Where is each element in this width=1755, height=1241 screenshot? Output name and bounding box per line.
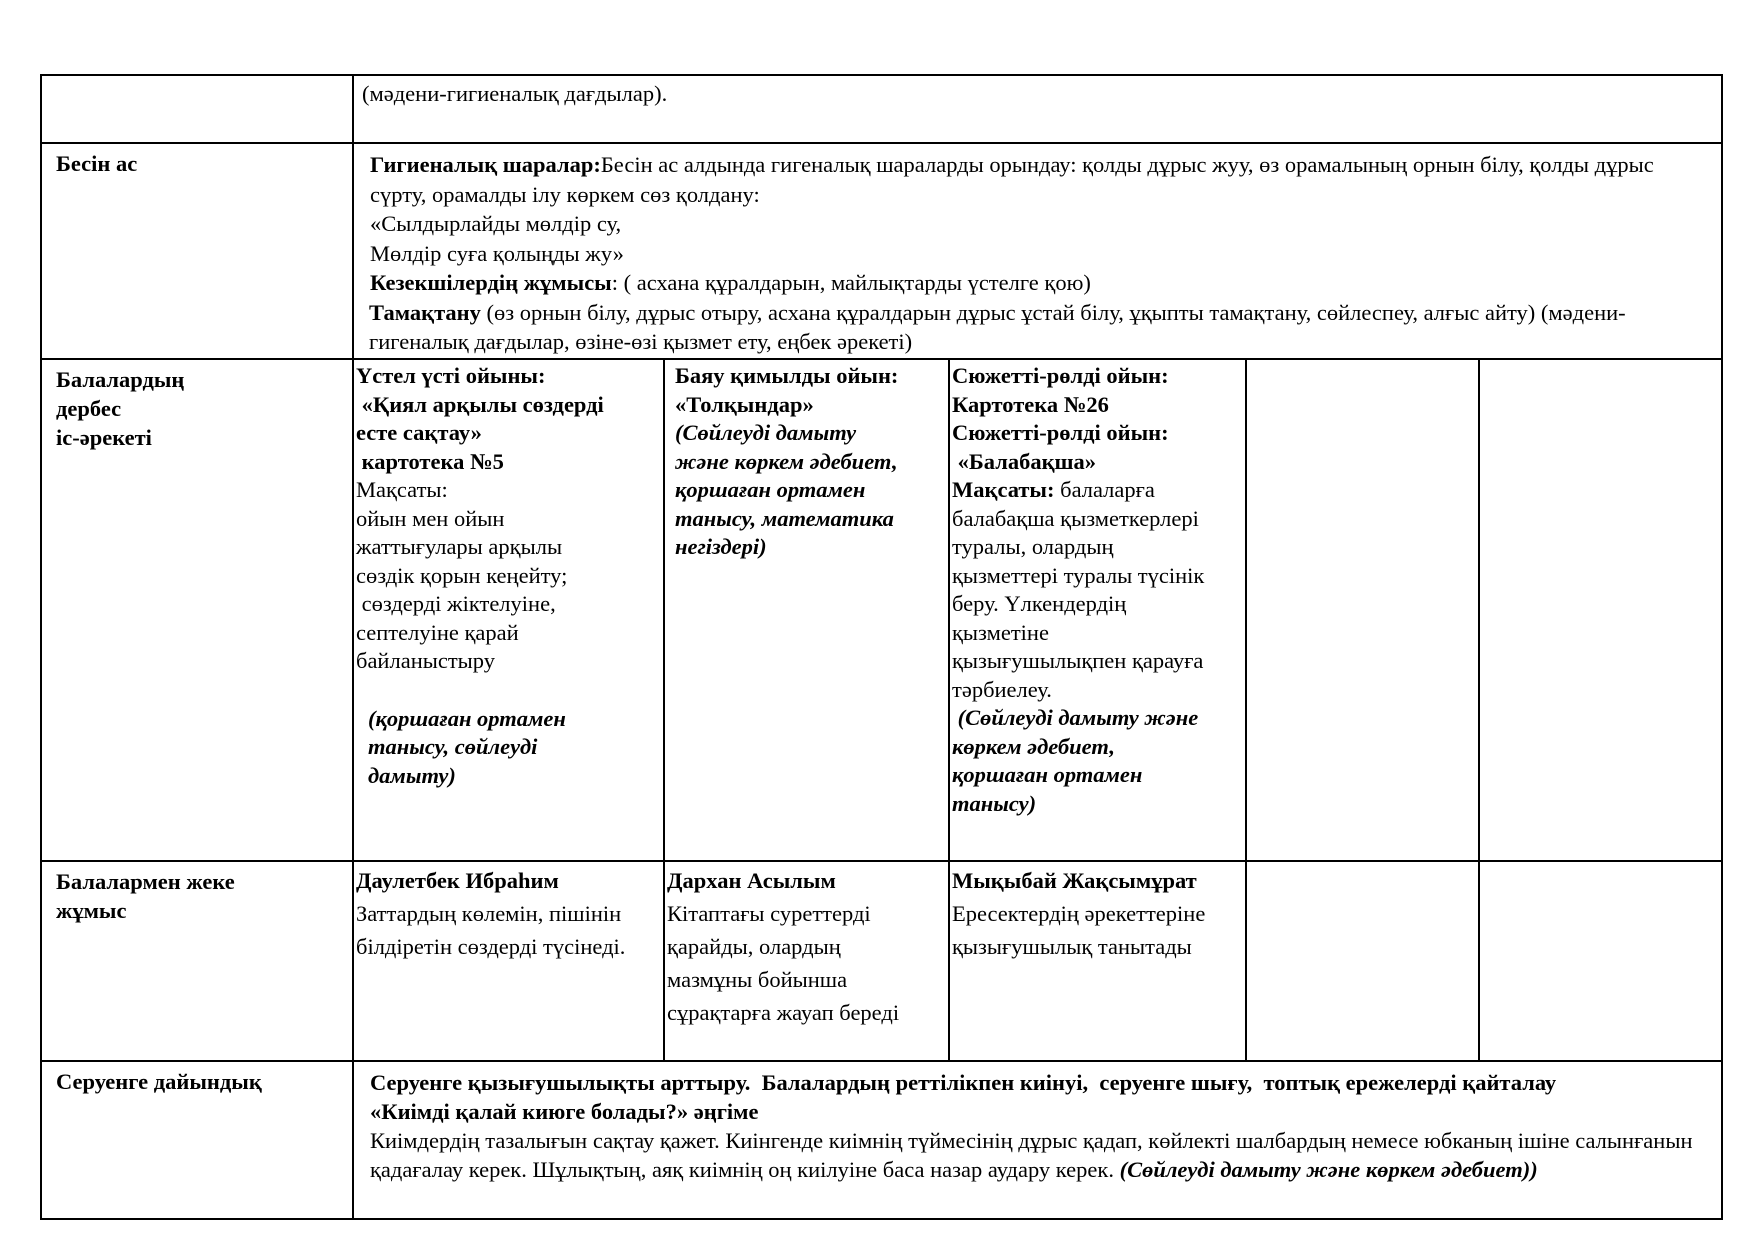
eating-paragraph bbox=[369, 298, 1705, 357]
goal-line-4: қызметтері туралы түсінік bbox=[952, 562, 1205, 588]
eating-title: Тамақтану bbox=[369, 299, 481, 325]
goal-line-6: қызметіне bbox=[952, 619, 1049, 645]
table-row-walk-preparation bbox=[41, 1061, 1722, 1219]
child-note-line-1: Заттардың көлемін, пішінін bbox=[356, 901, 622, 926]
hygiene-text: Бесін ас алдында гигеналық шараларды орындау: қолды дұрыс жуу, өз орамалының орнын білу, қолды дұрыс сүрту, орамалды ілу көркем сөз қолдану: bbox=[370, 152, 1654, 207]
area-line-3: қоршаған ортамен bbox=[675, 477, 866, 502]
daily-plan-table bbox=[40, 74, 1723, 1220]
label-line-1: Балалардың bbox=[56, 367, 185, 392]
goal-line-4: сөздерді жіктелуіне, bbox=[356, 591, 556, 616]
table-row-afternoon-snack bbox=[41, 143, 1722, 359]
empty-cell bbox=[1246, 861, 1479, 1061]
goal-line-1: ойын мен ойын bbox=[356, 505, 505, 531]
walk-paragraph bbox=[370, 1126, 1705, 1184]
game-title-1: Үстел үсті ойыны: bbox=[356, 363, 546, 388]
hygiene-paragraph bbox=[370, 150, 1705, 209]
game-title-1: Баяу қимылды ойын: bbox=[675, 363, 899, 388]
empty-cell bbox=[1246, 359, 1479, 861]
culture-hygiene-text: (мәдени-гигиеналық дағдылар). bbox=[362, 81, 668, 106]
child-note-line-2: қарайды, олардың bbox=[667, 934, 841, 959]
empty-cell bbox=[1479, 861, 1722, 1061]
area-line-1: (Сөйлеуді дамыту және bbox=[952, 705, 1199, 730]
goal-line-7: қызығушылықпен қарауға bbox=[952, 648, 1204, 673]
goal-label: Мақсаты: bbox=[356, 477, 448, 502]
poem-line-2: Мөлдір суға қолыңды жу» bbox=[370, 240, 624, 266]
game-title-3: Сюжетті-рөлді ойын: bbox=[952, 420, 1169, 445]
child-name: Мықыбай Жақсымұрат bbox=[952, 868, 1197, 893]
label-line-2: дербес bbox=[56, 396, 122, 421]
area-line-1: (Сөйлеуді дамыту bbox=[675, 420, 857, 445]
hygiene-title: Гигиеналық шаралар: bbox=[370, 152, 601, 177]
game-title-1: Сюжетті-рөлді ойын: bbox=[952, 363, 1169, 388]
row-label-empty bbox=[41, 75, 353, 143]
area-line-2: танысу, сөйлеуді bbox=[368, 734, 538, 759]
goal-line-8: тәрбиелеу. bbox=[952, 676, 1052, 702]
child-note-line-1: Ересектердің әрекеттеріне bbox=[952, 901, 1206, 926]
walk-title-line-1: Серуенге қызығушылықты арттыру. Балалардың реттілікпен киінуі, серуенге шығу, топтық ережелерді қайталау bbox=[370, 1070, 1557, 1095]
goal-line-6: байланыстыру bbox=[356, 648, 495, 673]
child-note-line-2: білдіретін сөздерді түсінеді. bbox=[356, 934, 626, 959]
child-name: Дархан Асылым bbox=[667, 868, 836, 893]
area-line-3: дамыту) bbox=[368, 762, 456, 788]
empty-cell bbox=[1479, 359, 1722, 861]
goal-line-5: септелуіне қарай bbox=[356, 619, 519, 645]
afternoon-snack-cell bbox=[353, 143, 1722, 359]
duty-paragraph bbox=[370, 268, 1705, 298]
label-line-3: іс-әрекеті bbox=[56, 425, 152, 450]
area-line-5: негіздері) bbox=[675, 534, 767, 559]
goal-first: балаларға bbox=[1054, 477, 1155, 502]
area-line-4: танысу, математика bbox=[675, 505, 894, 531]
child-name: Даулетбек Ибраһим bbox=[356, 868, 559, 893]
table-row-individual-work bbox=[41, 861, 1722, 1061]
child-note-line-3: мазмұны бойынша bbox=[667, 967, 848, 992]
activity-tabletop-game bbox=[353, 359, 664, 861]
walk-area: (Сөйлеуді дамыту және көркем әдебиет)) bbox=[1119, 1157, 1538, 1182]
child-note-line-1: Кітаптағы суреттерді bbox=[667, 901, 871, 926]
goal-line-3: сөздік қорын кеңейту; bbox=[356, 562, 568, 588]
goal-line-2: балабақша қызметкерлері bbox=[952, 505, 1199, 531]
goal-line-5: беру. Үлкендердің bbox=[952, 591, 1127, 616]
label-line-1: Балалармен жеке bbox=[56, 869, 235, 894]
child-work-1 bbox=[353, 861, 664, 1061]
row-label-walk-preparation: Серуенге дайындық bbox=[41, 1061, 353, 1219]
walk-title-line-2: «Киімді қалай киюге болады?» әңгіме bbox=[370, 1099, 759, 1124]
walk-preparation-cell bbox=[353, 1061, 1722, 1219]
goal-line-1 bbox=[952, 476, 1243, 505]
walk-text: Киімдердің тазалығын сақтау қажет. Киінгенде киімнің түймесінің дұрыс қадап, көйлекті шалбардың немесе юбканың ішіне салынғанын қадағалау керек. Шұлықтың, аяқ киімнің оң киілуіне баса назар аудару керек. bbox=[370, 1128, 1693, 1182]
document-page bbox=[40, 74, 1720, 1220]
area-line-1: (қоршаған ортамен bbox=[368, 705, 566, 731]
duty-text: : ( асхана құралдарын, майлықтарды үстелге қою) bbox=[611, 270, 1091, 295]
child-note-line-4: сұрақтарға жауап береді bbox=[667, 1000, 900, 1025]
card-number: Картотека №26 bbox=[952, 391, 1109, 417]
goal-line-3: туралы, олардың bbox=[952, 534, 1114, 559]
area-line-4: танысу) bbox=[952, 790, 1037, 816]
activity-slow-game bbox=[664, 359, 949, 861]
game-title-4: «Балабақша» bbox=[952, 448, 1097, 474]
table-row-independent-activity bbox=[41, 359, 1722, 861]
row-label-independent-activity bbox=[41, 359, 353, 861]
child-work-2 bbox=[664, 861, 949, 1061]
eating-text: (өз орнын білу, дұрыс отыру, асхана құралдарын дұрыс ұстай білу, ұқыпты тамақтану, сөйлеспеу, алғыс айту) (мәдени-гигеналық дағдылар, өзіне-өзі қызмет ету, еңбек әрекеті) bbox=[369, 299, 1626, 354]
table-row-culture-hygiene bbox=[41, 75, 1722, 143]
goal-line-2: жаттығулары арқылы bbox=[356, 534, 563, 559]
game-title-3: есте сақтау» bbox=[356, 420, 482, 445]
activity-role-game bbox=[949, 359, 1246, 861]
game-title-2: «Қиял арқылы сөздерді bbox=[356, 391, 604, 417]
child-work-3 bbox=[949, 861, 1246, 1061]
area-line-2: көркем әдебиет, bbox=[952, 733, 1116, 759]
goal-label: Мақсаты: bbox=[952, 477, 1055, 502]
area-line-3: қоршаған ортамен bbox=[952, 762, 1143, 787]
poem-line-1: «Сылдырлайды мөлдір су, bbox=[370, 211, 622, 236]
row-label-afternoon-snack: Бесін ас bbox=[41, 143, 353, 359]
spacer bbox=[356, 676, 661, 705]
row-label-individual-work bbox=[41, 861, 353, 1061]
card-number: картотека №5 bbox=[356, 448, 504, 474]
area-line-2: және көркем әдебиет, bbox=[675, 448, 898, 474]
child-note-line-2: қызығушылық танытады bbox=[952, 934, 1192, 959]
game-title-2: «Толқындар» bbox=[675, 391, 814, 417]
culture-hygiene-cell bbox=[353, 75, 1722, 143]
label-line-2: жұмыс bbox=[56, 898, 127, 923]
duty-title: Кезекшілердің жұмысы bbox=[370, 270, 612, 295]
